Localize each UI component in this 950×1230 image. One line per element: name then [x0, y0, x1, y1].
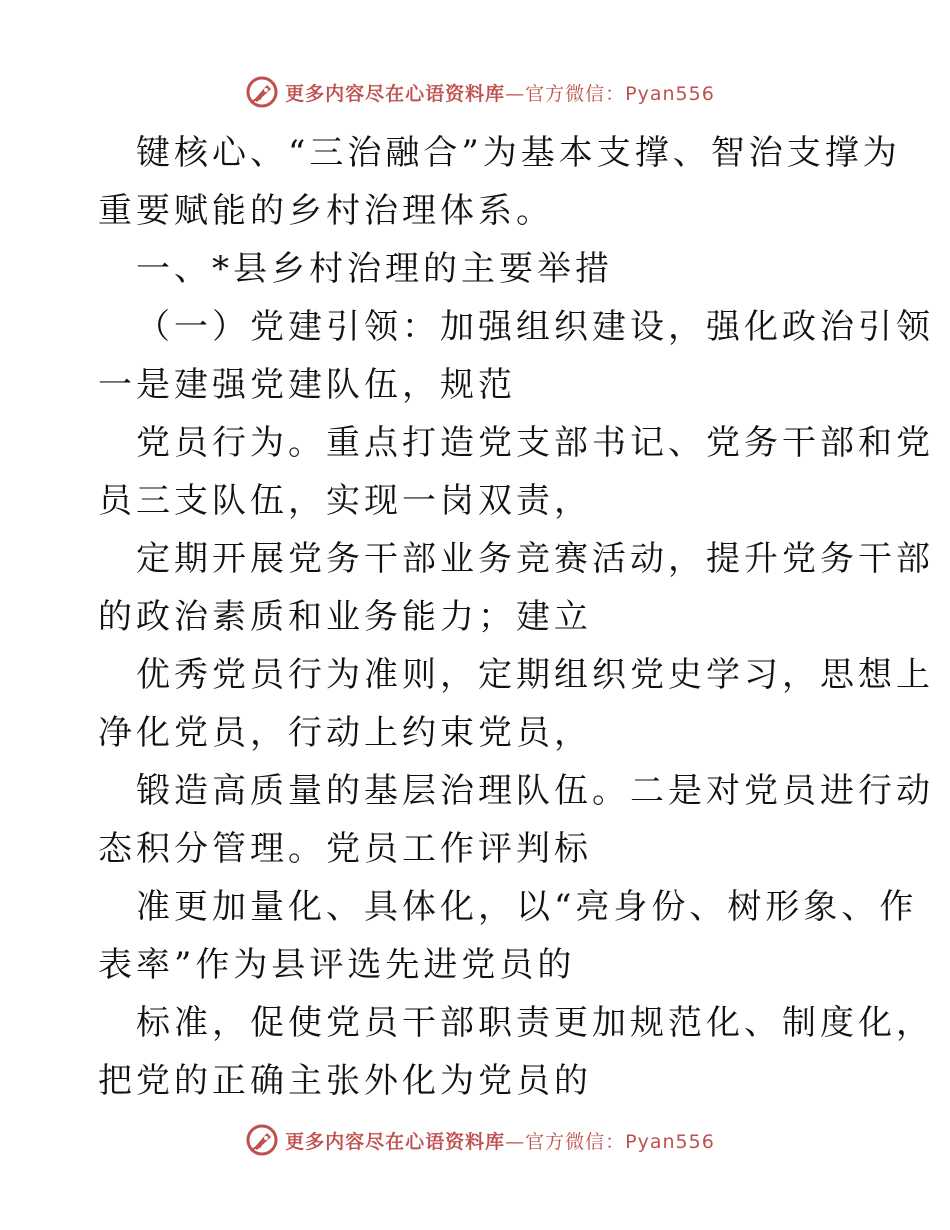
body-line: 准更加量化、具体化，以“亮身份、树形象、作 [136, 887, 918, 927]
header-brand: 更多内容尽在心语资料库 [285, 82, 506, 105]
body-line: 定期开展党务干部业务竞赛活动，提升党务干部 [136, 539, 934, 579]
body-line: 员三支队伍，实现一岗双责， [98, 481, 592, 521]
footer-wechat: 官方微信：Pyan556 [525, 1130, 715, 1153]
footer-brand: 更多内容尽在心语资料库 [285, 1130, 506, 1153]
footer-text [285, 1127, 715, 1154]
header-wechat: 官方微信：Pyan556 [525, 82, 715, 105]
body-line: 重要赋能的乡村治理体系。 [98, 191, 554, 231]
section-heading: 一、*县乡村治理的主要举措 [136, 249, 613, 289]
header-banner [0, 72, 950, 112]
pen-nib-logo-icon [245, 75, 279, 109]
body-line: 标准，促使党员干部职责更加规范化、制度化， [136, 1003, 934, 1043]
pen-nib-logo-icon [245, 1123, 279, 1157]
header-separator: — [505, 82, 526, 105]
body-line: 党员行为。重点打造党支部书记、党务干部和党 [136, 423, 934, 463]
body-line: 表率”作为县评选先进党员的 [98, 945, 576, 985]
body-line: 的政治素质和业务能力；建立 [98, 597, 592, 637]
body-line: 净化党员，行动上约束党员， [98, 713, 592, 753]
body-line: 把党的正确主张外化为党员的 [98, 1061, 592, 1101]
header-text [285, 79, 715, 106]
body-line: 态积分管理。党员工作评判标 [98, 829, 592, 869]
body-line: 优秀党员行为准则，定期组织党史学习，思想上 [136, 655, 934, 695]
body-line: 一是建强党建队伍，规范 [98, 365, 516, 405]
body-line: 键核心、“三治融合”为基本支撑、智治支撑为 [136, 133, 901, 173]
footer-banner [0, 1120, 950, 1160]
document-body [98, 124, 934, 1110]
footer-separator: — [505, 1130, 526, 1153]
subsection-heading: （一）党建引领：加强组织建设，强化政治引领 [136, 307, 934, 347]
body-line: 锻造高质量的基层治理队伍。二是对党员进行动 [136, 771, 934, 811]
